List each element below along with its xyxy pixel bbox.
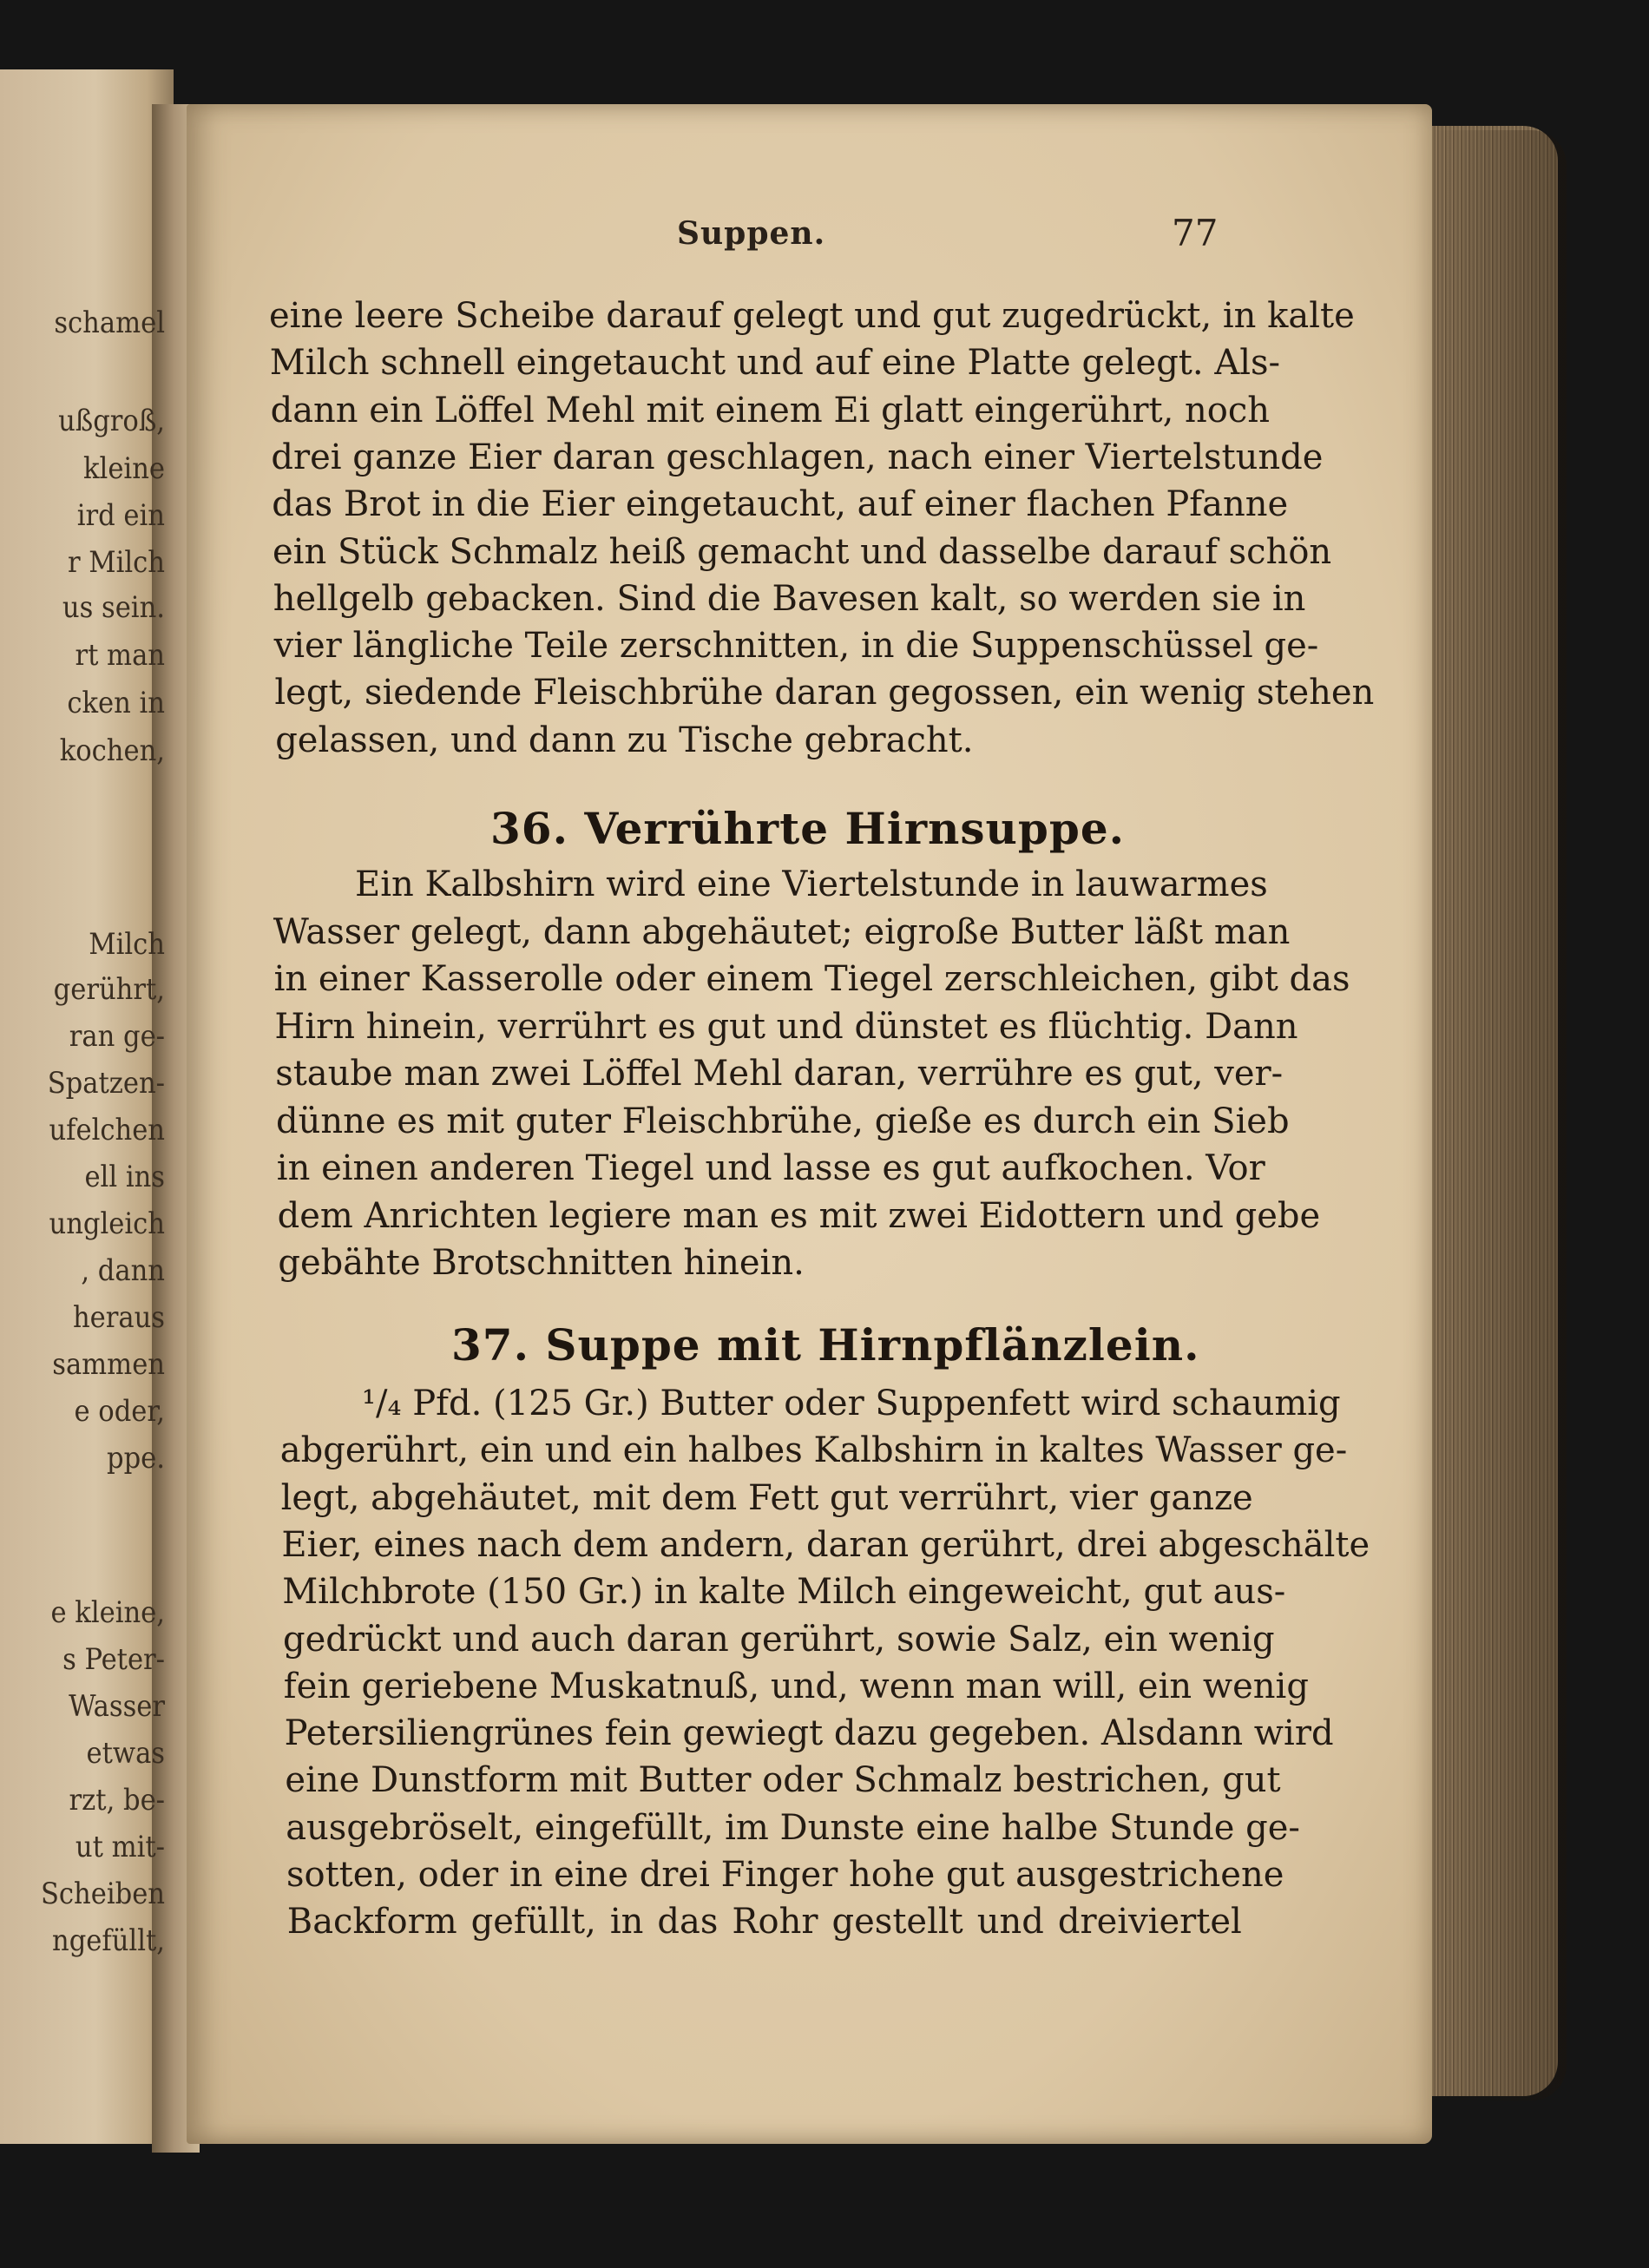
left-page-line: ufelchen xyxy=(49,1113,165,1147)
text-line: staube man zwei Löffel Mehl daran, verrühre es gut, ver- xyxy=(275,1054,1284,1094)
text-line: dann ein Löffel Mehl mit einem Ei glatt eingerührt, noch xyxy=(270,390,1271,431)
text-line: gebähte Brotschnitten hinein. xyxy=(278,1243,805,1283)
left-page-line: e oder, xyxy=(74,1394,165,1429)
left-page-line: rt man xyxy=(75,638,165,673)
text-line: gelassen, und dann zu Tische gebracht. xyxy=(275,720,974,760)
left-page-line: sammen xyxy=(52,1347,165,1382)
text-line: Wasser gelegt, dann abgehäutet; eigroße Butter läßt man xyxy=(273,911,1291,952)
left-page-line: schamel xyxy=(54,306,165,340)
page-number: 77 xyxy=(1172,212,1219,254)
text-line: drei ganze Eier daran geschlagen, nach einer Viertelstunde xyxy=(271,437,1324,477)
left-page-line: r Milch xyxy=(67,545,165,580)
text-line: abgerührt, ein und ein halbes Kalbshirn in kaltes Wasser ge- xyxy=(279,1430,1348,1471)
text-line: Eier, eines nach dem andern, daran gerührt, drei abgeschälte xyxy=(281,1524,1370,1565)
left-page-line: kleine xyxy=(83,451,165,486)
left-page-line: us sein. xyxy=(62,590,165,625)
text-line: in einen anderen Tiegel und lasse es gut aufkochen. Vor xyxy=(276,1148,1265,1188)
left-page-line: s Peter- xyxy=(62,1642,165,1677)
left-page-line: gerührt, xyxy=(53,972,165,1007)
left-page-line: etwas xyxy=(86,1736,165,1771)
recipe-heading-36: 36. Verrührte Hirnsuppe. xyxy=(490,803,1126,854)
left-page-line: ungleich xyxy=(49,1206,165,1241)
left-page-line: ngefüllt, xyxy=(52,1923,165,1958)
left-page-line: , dann xyxy=(81,1253,165,1288)
text-line: Petersiliengrünes fein gewiegt dazu gegeben. Alsdann wird xyxy=(284,1713,1334,1754)
left-page-line: ppe. xyxy=(107,1441,165,1476)
left-page-line: kochen, xyxy=(59,733,165,768)
text-line: fein geriebene Muskatnuß, und, wenn man will, ein wenig xyxy=(283,1666,1309,1706)
text-line: ¹/₄ Pfd. (125 Gr.) Butter oder Suppenfett wird schaumig xyxy=(362,1384,1341,1423)
left-page-line: rzt, be- xyxy=(69,1783,165,1818)
left-page-line: Milch xyxy=(89,927,165,962)
left-page-line: cken in xyxy=(67,686,165,720)
left-page-line: e kleine, xyxy=(50,1595,165,1630)
text-line: legt, abgehäutet, mit dem Fett gut verrührt, vier ganze xyxy=(280,1477,1253,1518)
text-line: Backform gefüllt, in das Rohr gestellt und dreiviertel xyxy=(286,1902,1242,1943)
text-line: eine leere Scheibe darauf gelegt und gut zugedrückt, in kalte xyxy=(269,296,1355,336)
text-line: dünne es mit guter Fleischbrühe, gieße es durch ein Sieb xyxy=(276,1101,1290,1141)
text-line: in einer Kasserolle oder einem Tiegel zerschleichen, gibt das xyxy=(273,959,1350,999)
left-page-line: ußgroß, xyxy=(58,404,165,438)
page-edges-shadow xyxy=(1428,130,1567,2100)
text-line: hellgelb gebacken. Sind die Bavesen kalt, so werden sie in xyxy=(273,578,1306,619)
left-page-line: Spatzen- xyxy=(47,1066,165,1101)
text-line: das Brot in die Eier eingetaucht, auf einer flachen Pfanne xyxy=(272,484,1289,525)
left-page-line: ran ge- xyxy=(69,1019,165,1054)
running-head: Suppen. xyxy=(677,215,826,252)
text-line: Ein Kalbshirn wird eine Viertelstunde in lauwarmes xyxy=(355,864,1268,904)
text-line: sotten, oder in eine drei Finger hohe gut ausgestrichene xyxy=(286,1855,1284,1895)
text-line: dem Anrichten legiere man es mit zwei Eidottern und gebe xyxy=(277,1195,1321,1236)
text-line: vier längliche Teile zerschnitten, in die Suppenschüssel ge- xyxy=(273,626,1319,667)
left-page-line: Wasser xyxy=(69,1689,165,1724)
left-page-line: ird ein xyxy=(76,498,165,533)
text-line: Hirn hinein, verrührt es gut und dünstet es flüchtig. Dann xyxy=(274,1006,1298,1047)
text-line: gedrückt und auch daran gerührt, sowie Salz, ein wenig xyxy=(283,1619,1275,1660)
left-page-line: ut mit- xyxy=(75,1830,165,1864)
text-line: Milchbrote (150 Gr.) in kalte Milch eingeweicht, gut aus- xyxy=(282,1572,1286,1613)
left-page-line: ell ins xyxy=(84,1160,165,1194)
text-line: eine Dunstform mit Butter oder Schmalz bestrichen, gut xyxy=(285,1760,1281,1801)
left-page-line: Scheiben xyxy=(40,1877,165,1911)
recipe-heading-37: 37. Suppe mit Hirnpflänzlein. xyxy=(451,1319,1200,1371)
text-line: ein Stück Schmalz heiß gemacht und dasselbe darauf schön xyxy=(273,531,1332,572)
left-page-line: heraus xyxy=(72,1300,165,1335)
text-line: Milch schnell eingetaucht und auf eine Platte gelegt. Als- xyxy=(269,343,1281,384)
text-line: legt, siedende Fleischbrühe daran gegossen, ein wenig stehen xyxy=(274,673,1375,713)
text-line: ausgebröselt, eingefüllt, im Dunste eine halbe Stunde ge- xyxy=(286,1807,1300,1848)
